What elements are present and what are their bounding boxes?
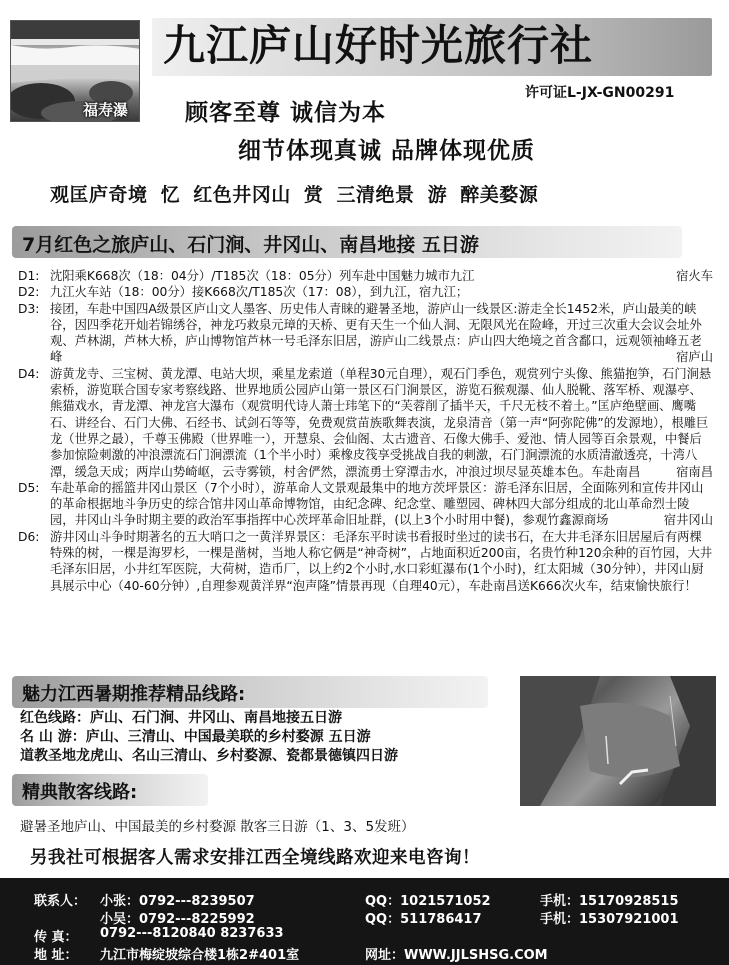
- itinerary-day: [18, 529, 713, 594]
- mobile-number: 手机：15307921001: [540, 912, 679, 927]
- day-description: 九江火车站（18：00分）接K668次/T185次（17：08），到九江，宿九江；: [50, 285, 469, 300]
- custom-route-note: 另我社可根据客人需求安排江西全境线路欢迎来电咨询！: [30, 848, 480, 868]
- cliff-illustration: [520, 676, 716, 806]
- destination-taglines: 观匡庐奇境 忆 红色井冈山 赏 三清绝景 游 醉美婺源: [50, 184, 539, 206]
- slogan-secondary: 细节体现真诚 品牌体现优质: [238, 138, 536, 164]
- qq-number: QQ：1021571052: [365, 894, 491, 909]
- promo-route: 道教圣地龙虎山、名山三清山、乡村婺源、瓷都景德镇四日游: [20, 748, 398, 764]
- fax-number: 0792---8120840 8237633: [100, 926, 284, 941]
- itinerary: [18, 268, 713, 594]
- contact-footer: [0, 878, 729, 965]
- address: 九江市梅绽坡综合楼1栋2#401室: [100, 948, 300, 963]
- fax-label: 传 真：: [34, 930, 78, 945]
- scatter-title: 精典散客线路:: [12, 774, 208, 806]
- day-label: D4:: [18, 366, 40, 381]
- day-description: 车赴革命的摇篮井冈山景区（7个小时），游革命人文景观最集中的地方茨坪景区：游毛泽东旧居，全面陈列和宣传井冈山的革命根据地斗争历史的综合馆井冈山革命博物馆，由纪念碑、纪念堂、雕塑园、碑林四大部分组成的北山革命烈士陵园，井冈山斗争时期主要的政治军事指挥中心茨坪革命旧址群，(以上3个小时用中餐)，参观竹鑫源商场 宿井冈山: [50, 480, 713, 528]
- overnight-location: 宿井冈山: [663, 513, 713, 528]
- itinerary-day: [18, 268, 713, 284]
- mobile-number: 手机：15170928515: [540, 894, 679, 909]
- cliff-walkway-photo: [520, 676, 716, 806]
- contacts-label: 联系人：: [34, 894, 87, 909]
- itinerary-day: [18, 301, 713, 366]
- promo-route: 红色线路：庐山、石门涧、井冈山、南昌地接五日游: [20, 710, 342, 726]
- promo-route-list: [20, 709, 398, 766]
- day-label: D6:: [18, 529, 40, 544]
- day-description: 游黄龙寺、三宝树、黄龙潭、电站大坝，乘星龙索道（单程30元自理），观石门季色，观赏列宁头像、熊猫抱笋，石门涧悬索桥，游览联合国专家考察线路、世界地质公园庐山第一景区石门涧景区，游览石猴观瀑、仙人脱靴、落军桥、观瀑亭、熊猫戏水，青龙潭、神龙宫大瀑布（观赏明代诗人萧士玮笔下的“芙蓉削了插半天，千尺无枝不着土。”匡庐绝壁画、鹰嘴石、讲经台、石门大佛、石经书、试剑石等等，免费观赏苗族歌舞表演，龙泉清音（第一声“阿弥陀佛”的发源地），根雕巨龙（世界之最），千尊玉佛殿（世界唯一），开慧泉、会仙阁、太古遗音、石像大佛手、爱池、情人园等百余景观，中餐后参加惊险刺激的冲浪漂流石门涧漂流（1个半小时）乘橡皮筏享受挑战自我的刺激，石门涧漂流的水质清澈透亮，十湾八潭，缓急天成；两岸山势崎岖，云寺雾锁，村舍俨然，漂流勇士穿潭击水，冲浪过坝尽显英雄本色。车赴南昌 宿南昌: [50, 366, 713, 479]
- waterfall-photo: [10, 20, 140, 122]
- slogan-primary: 顾客至尊 诚信为本: [185, 100, 387, 126]
- qq-number: QQ：511786417: [365, 912, 482, 927]
- scatter-route: 避暑圣地庐山、中国最美的乡村婺源 散客三日游（1、3、5发班）: [20, 819, 415, 835]
- contact-phone: 小吴：0792---8225992: [100, 912, 255, 927]
- day-description: 宿火车 沈阳乘K668次（18：04分）/T185次（18：05分）列车赴中国魅力城市九江: [50, 269, 713, 283]
- day-description: 接团，车赴中国四A级景区庐山文人墨客、历史伟人青睐的避暑圣地，游庐山一线景区:游走全长1452米，庐山最美的峡谷，因四季花开灿若锦绣谷，神龙巧救泉元璋的天桥、更有天生一个仙人洞、无限风光在险峰，开过三次重大会议会址外观、芦林湖，芦林大桥，庐山博物馆芦林一号毛泽东旧居，游庐山二线景点：庐山四大绝境之首含鄱口，远观领袖峰五老峰 宿庐山: [50, 301, 713, 365]
- day-label: D1:: [18, 269, 40, 283]
- itinerary-day: [18, 284, 713, 300]
- address-label: 地 址：: [34, 948, 78, 963]
- day-label: D2:: [18, 285, 40, 300]
- promo-route: 名 山 游：庐山、三清山、中国最美联的乡村婺源 五日游: [20, 729, 371, 745]
- website: 网址：WWW.JJLSHSG.COM: [365, 948, 548, 963]
- day-label: D3:: [18, 301, 40, 316]
- promo-title: 魅力江西暑期推荐精品线路:: [12, 676, 488, 708]
- agency-name: 九江庐山好时光旅行社: [163, 21, 594, 70]
- contact-phone: 小张：0792---8239507: [100, 894, 255, 909]
- overnight-location: 宿火车: [676, 269, 713, 283]
- tour-title: 7月红色之旅庐山、石门涧、井冈山、南昌地接 五日游: [12, 226, 682, 258]
- day-description: 游井冈山斗争时期著名的五大哨口之一黄洋界景区：毛泽东平时读书看报时坐过的读书石，在大井毛泽东旧居屋后有两棵特殊的树，一棵是海罗杉，一棵是凿树，当地人称它俩是“神奇树”，占地面积近200亩，名贵竹种120余种的百竹园，大井毛泽东旧居，小井红军医院，大荷树，造币厂，以上约2个小时,水口彩虹瀑布(1个小时)，红太阳城（30分钟），井冈山厨具展示中心（40-60分钟）,自理参观黄洋界“泡声隆”情景再现（自理40元），车赴南昌送K666次火车，结束愉快旅行！: [50, 529, 713, 593]
- photo-caption: 福寿瀑: [83, 101, 129, 119]
- day-label: D5:: [18, 480, 40, 495]
- itinerary-day: [18, 366, 713, 480]
- itinerary-day: [18, 480, 713, 529]
- overnight-location: 宿南昌: [676, 464, 713, 479]
- license-number: 许可证L-JX-GN00291: [525, 85, 675, 101]
- overnight-location: 宿庐山: [676, 350, 713, 365]
